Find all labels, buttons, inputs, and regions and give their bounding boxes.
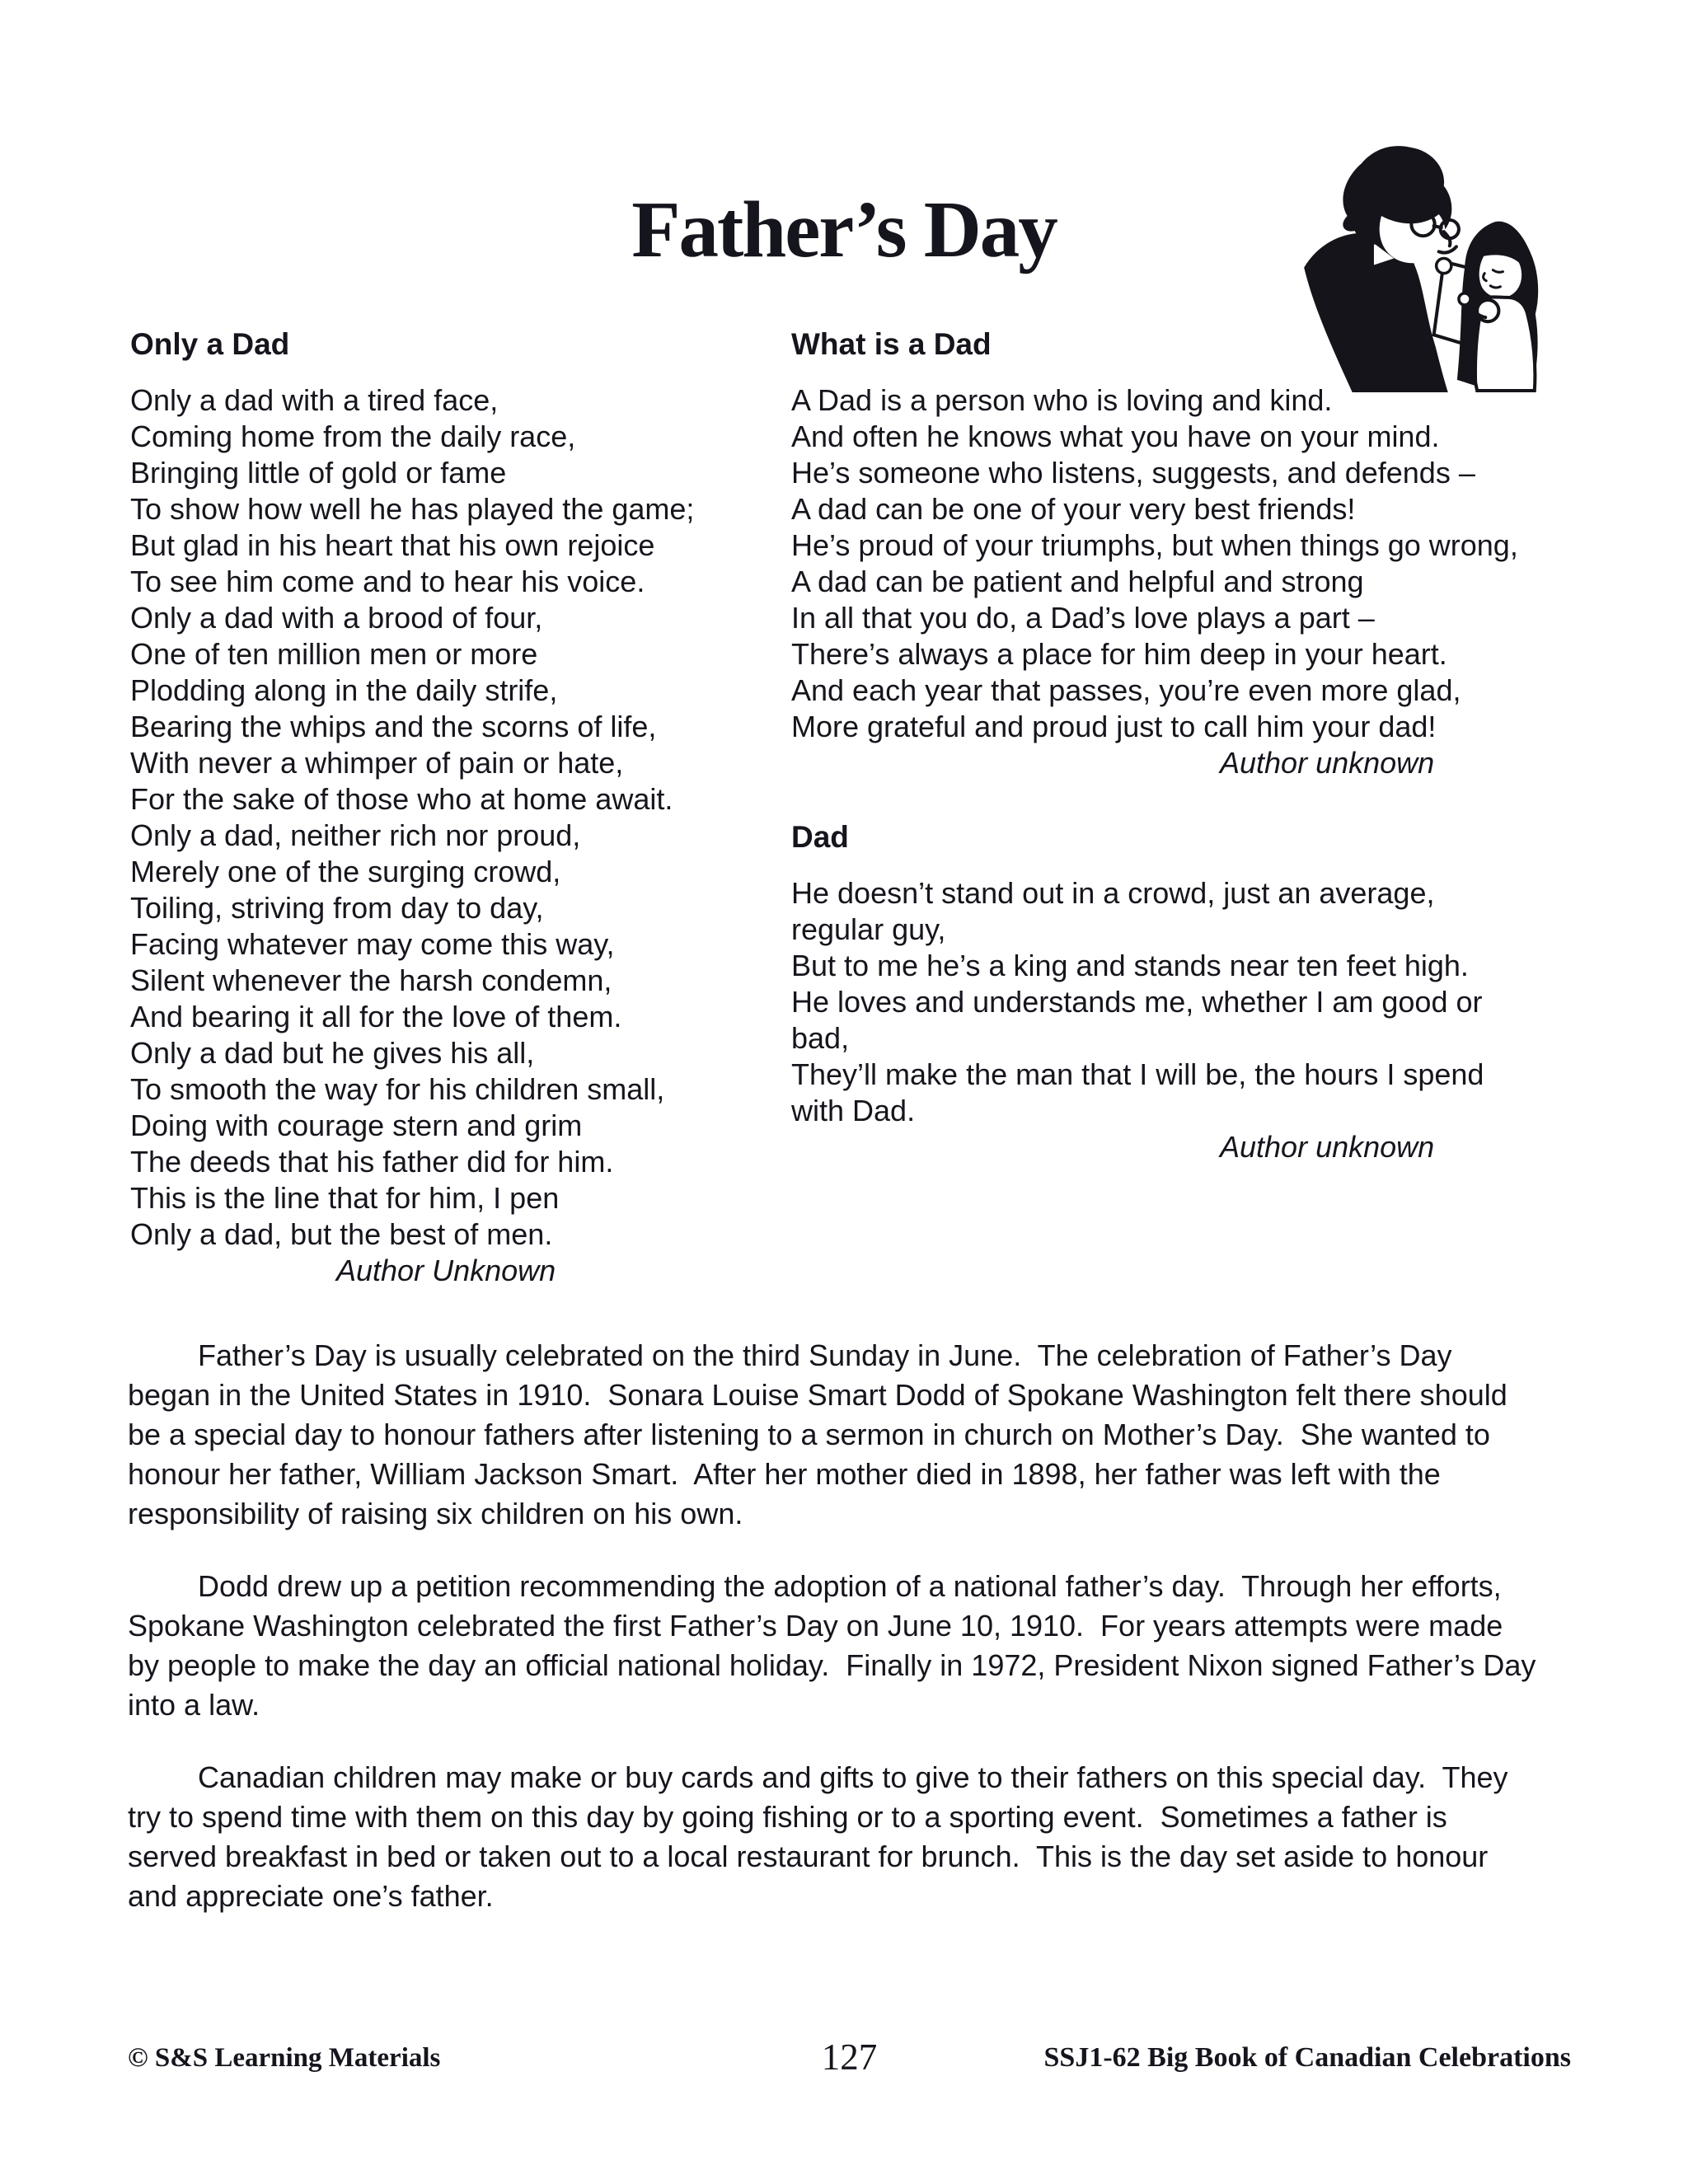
poem-line: Only a dad, but the best of men. — [130, 1217, 553, 1251]
book-title: SSJ1-62 Big Book of Canadian Celebrations — [1043, 2042, 1571, 2073]
poem-line: Merely one of the surging crowd, — [130, 855, 561, 888]
poem-line: Only a dad with a brood of four, — [130, 601, 543, 635]
poem-line: There’s always a place for him deep in your heart. — [791, 637, 1447, 671]
poem-line: In all that you do, a Dad’s love plays a part – — [791, 601, 1375, 635]
poem-line: Toiling, striving from day to day, — [130, 891, 544, 925]
page-footer — [128, 2029, 1571, 2079]
poem-line: regular guy, — [791, 912, 946, 946]
poem-line: Coming home from the daily race, — [130, 419, 576, 453]
poem-only-a-dad-heading: Only a Dad — [130, 327, 290, 361]
poem-only-a-dad — [130, 326, 790, 1289]
poem-line: A Dad is a person who is loving and kind. — [791, 383, 1333, 417]
poem-line: Bringing little of gold or fame — [130, 456, 507, 490]
poem-what-is-a-dad-author: Author unknown — [1220, 746, 1435, 780]
poem-line: Only a dad but he gives his all, — [130, 1036, 535, 1070]
poem-line: He loves and understands me, whether I am good or — [791, 985, 1483, 1019]
poem-dad-author: Author unknown — [1220, 1130, 1435, 1164]
poem-line: To smooth the way for his children small, — [130, 1072, 665, 1106]
poem-line: He doesn’t stand out in a crowd, just an average, — [791, 876, 1435, 910]
poem-line: He’s someone who listens, suggests, and defends – — [791, 456, 1475, 490]
poem-line: Silent whenever the harsh condemn, — [130, 963, 612, 997]
poem-line: To show how well he has played the game; — [130, 492, 695, 526]
poem-line: bad, — [791, 1021, 850, 1055]
poem-line: The deeds that his father did for him. — [130, 1145, 614, 1179]
poem-line: This is the line that for him, I pen — [130, 1181, 560, 1215]
paragraph-history: Father’s Day is usually celebrated on the third Sunday in June. The celebration of Father’s Day began in the United States in 1910. Sonara Louise Smart Dodd of Spokane Washington felt there should be a special day to honour fathers after listening to a sermon in church on Mother’s Day. She wanted to honour her father, William Jackson Smart. After her mother died in 1898, her father was left with the responsibility of raising six children on his own. — [128, 1338, 1516, 1530]
poem-line: Facing whatever may come this way, — [130, 927, 615, 961]
poem-line: But glad in his heart that his own rejoice — [130, 528, 655, 562]
poem-line: One of ten million men or more — [130, 637, 538, 671]
poem-line: They’ll make the man that I will be, the hours I spend — [791, 1057, 1484, 1091]
poem-line: Only a dad, neither rich nor proud, — [130, 818, 581, 852]
poem-line: He’s proud of your triumphs, but when things go wrong, — [791, 528, 1518, 562]
right-column — [791, 326, 1603, 1165]
poem-only-a-dad-lines — [130, 382, 790, 1253]
poem-dad-heading: Dad — [791, 820, 849, 854]
poem-line: Plodding along in the daily strife, — [130, 673, 558, 707]
poem-line: With never a whimper of pain or hate, — [130, 746, 624, 780]
poem-what-is-a-dad-heading: What is a Dad — [791, 327, 992, 361]
poem-line: More grateful and proud just to call him your dad! — [791, 710, 1437, 743]
article-paragraphs — [128, 1336, 1545, 1949]
poem-only-a-dad-author: Author Unknown — [336, 1254, 556, 1287]
poem-line: And often he knows what you have on your mind. — [791, 419, 1440, 453]
poem-line: with Dad. — [791, 1094, 916, 1127]
poem-line: Bearing the whips and the scorns of life, — [130, 710, 657, 743]
poem-line: To see him come and to hear his voice. — [130, 565, 645, 598]
poem-dad-lines — [791, 875, 1603, 1129]
poem-what-is-a-dad-lines — [791, 382, 1603, 745]
poem-line: A dad can be patient and helpful and strong — [791, 565, 1364, 598]
paragraph-canadian-children: Canadian children may make or buy cards and gifts to give to their fathers on this special day. They try to spend time with them on this day by going fishing or to a sporting event. Sometimes a father is served breakfast in bed or taken out to a local restaurant for brunch. This is the day set aside to honour and appreciate one’s father. — [128, 1760, 1517, 1913]
poem-line: Only a dad with a tired face, — [130, 383, 499, 417]
page-title: Father’s Day — [631, 185, 1057, 274]
poem-line: And each year that passes, you’re even more glad, — [791, 673, 1461, 707]
poem-line: A dad can be one of your very best friends! — [791, 492, 1356, 526]
poem-line: And bearing it all for the love of them. — [130, 1000, 622, 1033]
copyright-notice: © S&S Learning Materials — [128, 2043, 441, 2073]
poem-line: For the sake of those who at home await. — [130, 782, 673, 816]
paragraph-petition: Dodd drew up a petition recommending the adoption of a national father’s day. Through her efforts, Spokane Washington celebrated the first Father’s Day on June 10, 1910. For years attempts were made by people to make the day an official national holiday. Finally in 1972, President Nixon signed Father’s Day into a law. — [128, 1569, 1545, 1722]
page-number: 127 — [821, 2036, 878, 2078]
poem-line: Doing with courage stern and grim — [130, 1108, 583, 1142]
poem-line: But to me he’s a king and stands near ten feet high. — [791, 949, 1469, 982]
